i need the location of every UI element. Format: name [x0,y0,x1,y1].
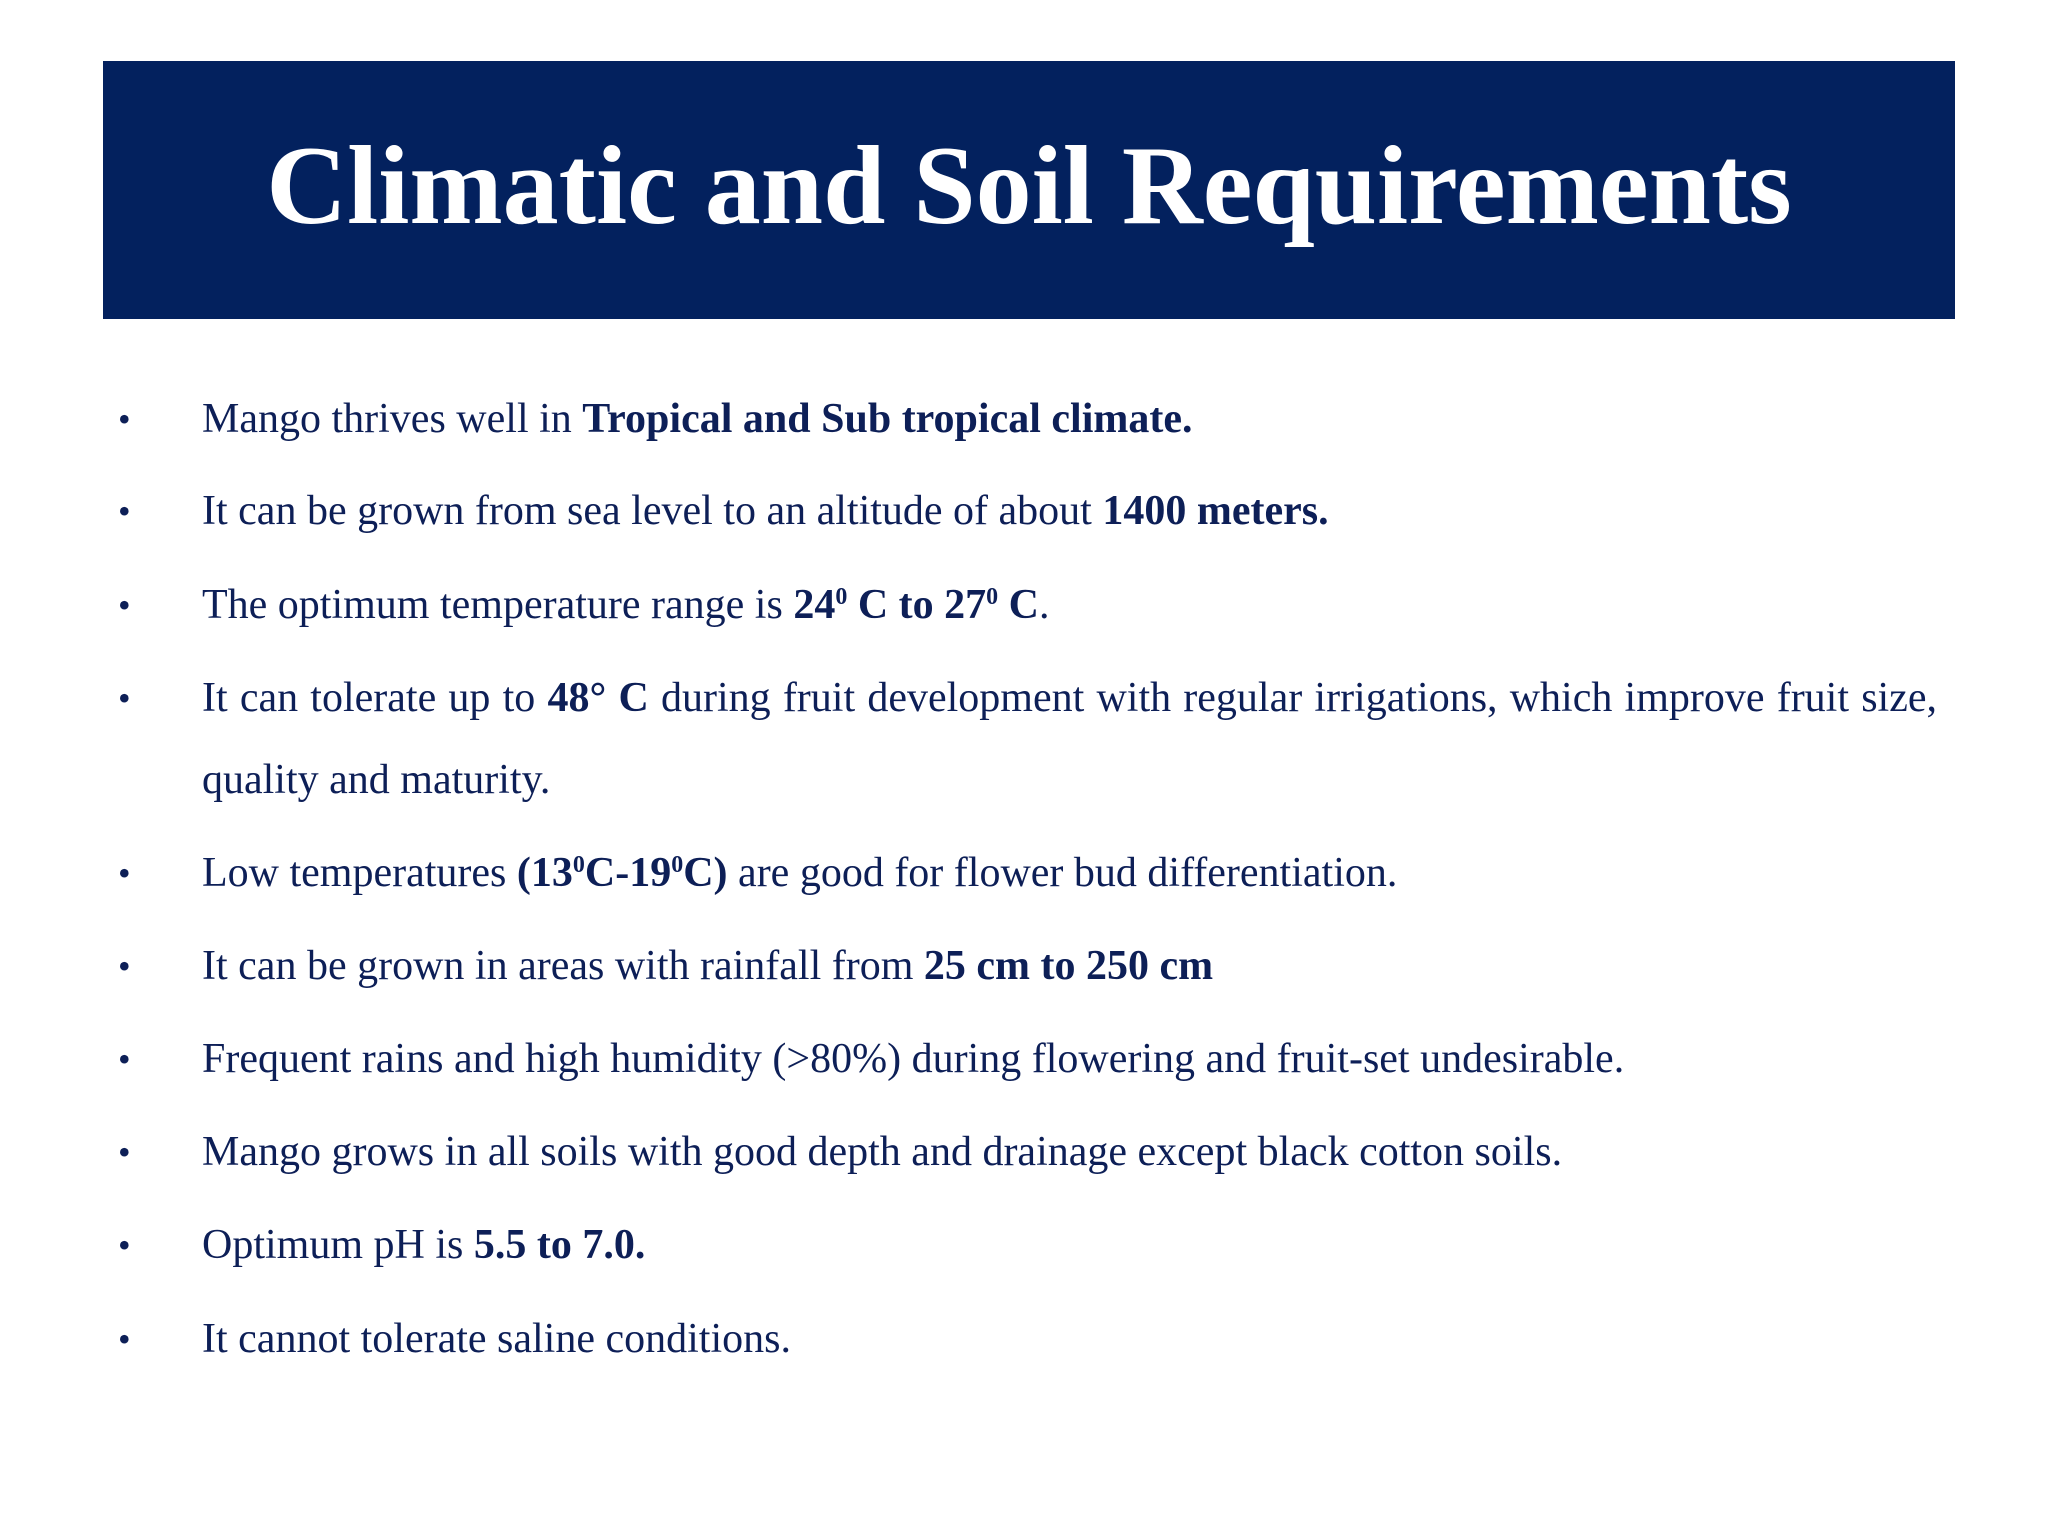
bullet-dot: • [118,399,131,439]
bullet-dot: • [118,491,131,531]
bullet-text: The optimum temperature range is $24^0$ C to $27^0$ C. [202,582,1050,628]
title-banner [103,61,1955,319]
bullet-text: It can be grown from sea level to an altitude of about 1400 meters. [202,488,1329,534]
bullet-dot: • [118,1039,131,1079]
bullet-dot: • [118,1225,131,1265]
bullet-dot: • [118,585,131,625]
bullet-text: It can be grown in areas with rainfall from 25 cm to 250 cm [202,943,1214,989]
bullet-dot: • [118,1319,131,1359]
bullet-text: It can tolerate up to 48° C during fruit development with regular irrigations, which improve fruit size, quality and maturity. [202,675,1938,803]
bullet-dot: • [118,853,131,893]
bullet-text: Mango thrives well in Tropical and Sub tropical climate. [202,396,1193,442]
bullet-dot: • [118,678,131,718]
bullet-text: Mango grows in all soils with good depth and drainage except black cotton soils. [202,1129,1563,1175]
bullet-text: Frequent rains and high humidity (>80%) during flowering and fruit-set undesirable. [202,1036,1625,1082]
bullet-dot: • [118,946,131,986]
bullet-text: Low temperatures $(13^0C-19^0C)$ are good for flower bud differentiation. [202,850,1398,896]
bullet-dot: • [118,1132,131,1172]
slide-title: Climatic and Soil Requirements [266,124,1792,248]
bullet-text: It cannot tolerate saline conditions. [202,1316,791,1362]
bullet-text: Optimum pH is 5.5 to 7.0. [202,1222,646,1268]
